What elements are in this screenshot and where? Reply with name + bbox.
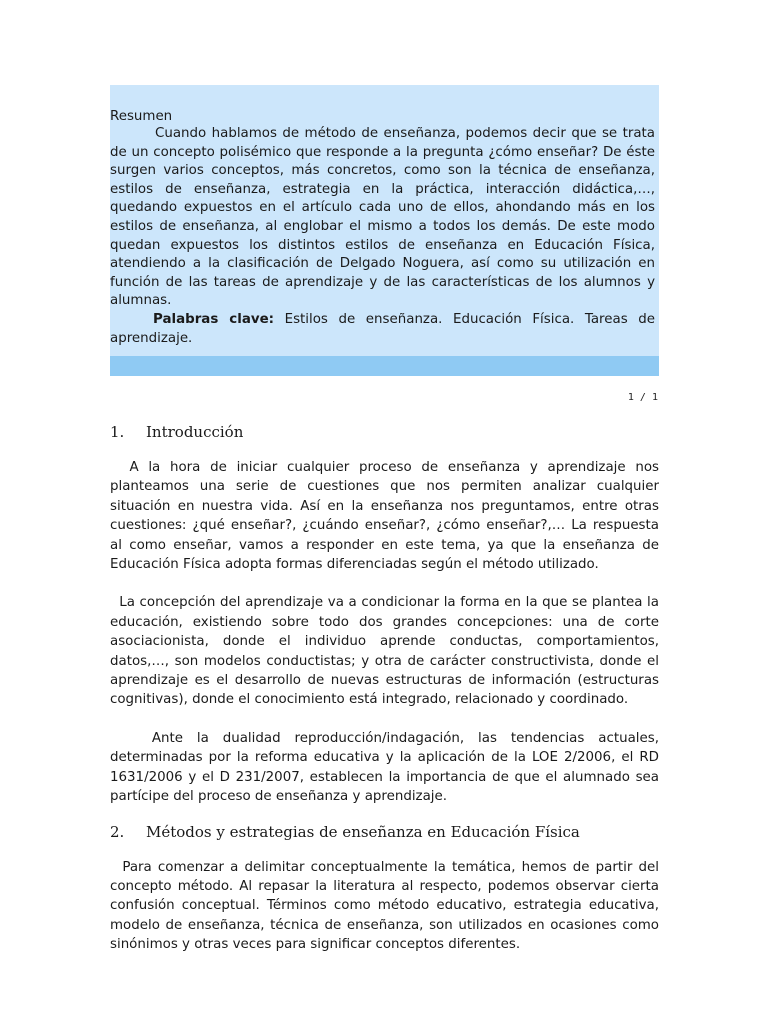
section-number: 1. bbox=[110, 423, 125, 441]
section-title: Introducción bbox=[146, 423, 244, 441]
paragraph: La concepción del aprendizaje va a condicionar la forma en la que se plantea la educación, existiendo sobre todo dos grandes concepciones: una de corte asociacionista, donde el individuo aprende conductas, comportamientos, datos,…, son modelos conductistas; y otra de carácter constructivista, donde el aprendizaje es el desarrollo de nuevas estructuras de información (estructuras cognitivas), donde el conocimiento está integrado, relacionado y coordinado. bbox=[110, 595, 664, 708]
abstract-footer-bar bbox=[110, 356, 659, 376]
section-number: 2. bbox=[110, 822, 125, 841]
paragraph: A la hora de iniciar cualquier proceso de enseñanza y aprendizaje nos planteamos una serie de cuestiones que nos permiten analizar cualquier situación en nuestra vida. Así en la enseñanza nos preguntamos, entre otras cuestiones: ¿qué enseñar?, ¿cuándo enseñar?, ¿cómo enseñar?,… La respuesta al como enseñar, vamos a responder en este tema, ya que la enseñanza de Educación Física adopta formas diferenciadas según el método utilizado. bbox=[110, 460, 664, 573]
abstract-heading: Resumen bbox=[110, 109, 173, 124]
paragraph: Para comenzar a delimitar conceptualmente la temática, hemos de partir del concepto método. Al repasar la literatura al respecto, podemos observar cierta confusión conceptual. Términos como método educativo, estrategia educativa, modelo de enseñanza, técnica de enseñanza, son utilizados en ocasiones como sinónimos y otras veces para significar conceptos diferentes. bbox=[110, 859, 664, 953]
paragraph: Ante la dualidad reproducción/indagación, las tendencias actuales, determinadas por la reforma educativa y la aplicación de la LOE 2/2006, el RD 1631/2006 y el D 231/2007, establecen la importancia de que el alumnado sea partícipe del proceso de enseñanza y aprendizaje. bbox=[110, 730, 664, 805]
keywords-label: Palabras clave: bbox=[153, 311, 275, 327]
keywords-line bbox=[110, 311, 655, 348]
section-heading-metodos bbox=[110, 820, 659, 844]
page-counter: 1 / 1 bbox=[627, 392, 658, 403]
keywords-text: Estilos de enseñanza. Educación Física. Tareas de aprendizaje. bbox=[110, 311, 656, 346]
section-heading-introduccion bbox=[110, 420, 659, 444]
section-title: Métodos y estrategias de enseñanza en Educación Física bbox=[146, 822, 580, 841]
abstract-box bbox=[110, 85, 659, 376]
abstract-body: Cuando hablamos de método de enseñanza, podemos decir que se trata de un concepto polisémico que responde a la pregunta ¿cómo enseñar? De éste surgen varios conceptos, más concretos, como son la técnica de enseñanza, estilos de enseñanza, estrategia en la práctica, interacción didáctica,…, quedando expuestos en el artículo cada uno de ellos, ahondando más en los estilos de enseñanza, al englobar el mismo a todos los demás. De este modo quedan expuestos los distintos estilos de enseñanza en Educación Física, atendiendo a la clasificación de Delgado Noguera, así como su utilización en función de las tareas de aprendizaje y de las características de los alumnos y alumnas. bbox=[110, 126, 655, 309]
abstract-content bbox=[110, 109, 659, 348]
document-body bbox=[110, 420, 664, 955]
